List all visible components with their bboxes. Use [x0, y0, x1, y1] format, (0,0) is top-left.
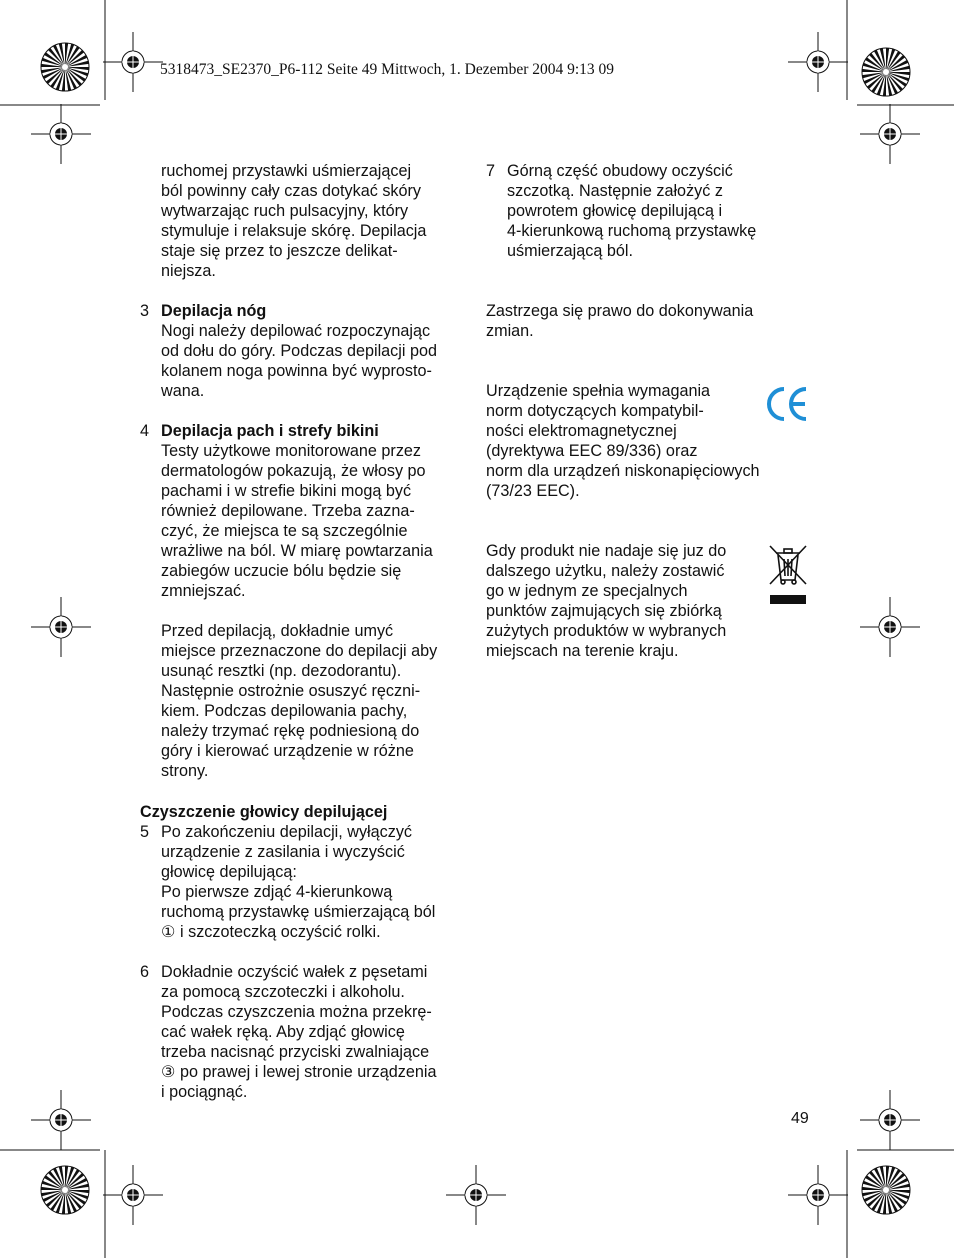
section-number: 4 — [140, 422, 150, 440]
starburst-target-icon — [41, 1166, 89, 1214]
starburst-target-icon — [862, 48, 910, 96]
text-line: miejscach na terenie kraju. — [486, 642, 679, 660]
step-number: 7 — [486, 162, 496, 180]
step-number: 6 — [140, 963, 150, 981]
text-line: cać wałek ręką. Aby zdjąć głowicę — [161, 1023, 405, 1041]
text-line: strony. — [161, 762, 209, 780]
text-line: ból powinny cały czas dotykać skóry — [161, 182, 422, 200]
text-line: ③ po prawej i lewej stronie urządzenia — [161, 1063, 437, 1081]
registration-crosshair-icon — [860, 597, 920, 657]
text-line: Testy użytkowe monitorowane przez — [161, 442, 422, 460]
text-line: punktów zajmujących się zbiórką — [486, 602, 722, 620]
registration-crosshair-icon — [31, 1090, 91, 1150]
registration-crosshair-icon — [31, 597, 91, 657]
text-line: dalszego użytku, należy zostawić — [486, 562, 725, 580]
text-line: Podczas czyszczenia można przekrę- — [161, 1003, 432, 1021]
text-line: Dokładnie oczyścić wałek z pęsetami — [161, 963, 428, 981]
print-header: 5318473_SE2370_P6-112 Seite 49 Mittwoch, 1. Dezember 2004 9:13 09 — [160, 61, 615, 78]
registration-crosshair-icon — [860, 1090, 920, 1150]
registration-crosshair-icon — [788, 32, 848, 92]
text-line: usunąć resztki (np. dezodorantu). — [161, 662, 402, 680]
text-line: stymuluje i relaksuje skórę. Depilacja — [161, 222, 427, 240]
registration-crosshair-icon — [446, 1165, 506, 1225]
text-line: norm dla urządzeń niskonapięciowych — [486, 462, 760, 480]
registration-crosshair-icon — [103, 1165, 163, 1225]
section-title: Depilacja pach i strefy bikini — [161, 422, 379, 440]
page-number: 49 — [791, 1110, 809, 1127]
section-number: 3 — [140, 302, 150, 320]
text-line: urządzenie z zasilania i wyczyścić — [161, 843, 405, 861]
registration-crosshair-icon — [31, 104, 91, 164]
text-line: kolanem noga powinna być wyprosto- — [161, 362, 432, 380]
text-line: powrotem głowicę depilującą i — [507, 202, 723, 220]
text-line: dermatologów pokazują, że włosy po — [161, 462, 426, 480]
starburst-target-icon — [41, 43, 89, 91]
text-line: Górną część obudowy oczyścić — [507, 162, 733, 180]
text-line: (73/23 EEC). — [486, 482, 580, 500]
text-line: Nogi należy depilować rozpoczynając — [161, 322, 431, 340]
text-line: Zastrzega się prawo do dokonywania — [486, 302, 754, 320]
cleaning-heading: Czyszczenie głowicy depilującej — [140, 803, 388, 821]
section-title: Depilacja nóg — [161, 302, 267, 320]
starburst-target-icon — [862, 1166, 910, 1214]
text-line: pachami i w strefie bikini mogą być — [161, 482, 412, 500]
text-line: ności elektromagnetycznej — [486, 422, 677, 440]
text-line: go w jednym ze specjalnych — [486, 582, 688, 600]
text-line: (dyrektywa EEC 89/336) oraz — [486, 442, 698, 460]
text-line: zużytych produktów w wybranych — [486, 622, 727, 640]
text-line: Po pierwsze zdjąć 4-kierunkową — [161, 883, 393, 901]
registration-crosshair-icon — [788, 1165, 848, 1225]
text-line: ① i szczoteczką oczyścić rolki. — [161, 923, 381, 941]
text-line: ruchomej przystawki uśmierzającej — [161, 162, 412, 180]
text-line: norm dotyczących kompatybil- — [486, 402, 704, 420]
text-line: Przed depilacją, dokładnie umyć — [161, 622, 394, 640]
text-line: kiem. Podczas depilowania pachy, — [161, 702, 408, 720]
text-line: zabiegów uczucie bólu będzie się — [161, 562, 402, 580]
text-line: góry i kierować urządzenie w różne — [161, 742, 414, 760]
text-line: za pomocą szczoteczki i alkoholu. — [161, 983, 405, 1001]
text-line: również depilowane. Trzeba zazna- — [161, 502, 415, 520]
text-line: wytwarzając ruch pulsacyjny, który — [161, 202, 409, 220]
text-line: 4-kierunkową ruchomą przystawkę — [507, 222, 757, 240]
registration-crosshair-icon — [860, 104, 920, 164]
text-line: uśmierzającą ból. — [507, 242, 633, 260]
registration-crosshair-icon — [103, 32, 163, 92]
text-line: zmniejszać. — [161, 582, 246, 600]
text-line: i pociągnąć. — [161, 1083, 248, 1101]
text-line: głowicę depilującą: — [161, 863, 297, 881]
step-number: 5 — [140, 823, 150, 841]
text-line: staje się przez to jeszcze delikat- — [161, 242, 398, 260]
text-line: szczotką. Następnie założyć z — [507, 182, 723, 200]
text-line: zmian. — [486, 322, 534, 340]
text-line: wrażliwe na ból. W miarę powtarzania — [161, 542, 433, 560]
text-line: Następnie ostrożnie osuszyć ręczni- — [161, 682, 421, 700]
text-line: czyć, że miejsca te są szczególnie — [161, 522, 408, 540]
text-line: Gdy produkt nie nadaje się juz do — [486, 542, 727, 560]
text-line: niejsza. — [161, 262, 216, 280]
text-line: Po zakończeniu depilacji, wyłączyć — [161, 823, 413, 841]
text-line: należy trzymać rękę podniesioną do — [161, 722, 420, 740]
text-line: trzeba nacisnąć przyciski zwalniające — [161, 1043, 430, 1061]
text-line: miejsce przeznaczone do depilacji aby — [161, 642, 438, 660]
text-line: od dołu do góry. Podczas depilacji pod — [161, 342, 437, 360]
text-line: wana. — [161, 382, 205, 400]
text-line: ruchomą przystawkę uśmierzającą ból — [161, 903, 436, 921]
text-line: Urządzenie spełnia wymagania — [486, 382, 711, 400]
